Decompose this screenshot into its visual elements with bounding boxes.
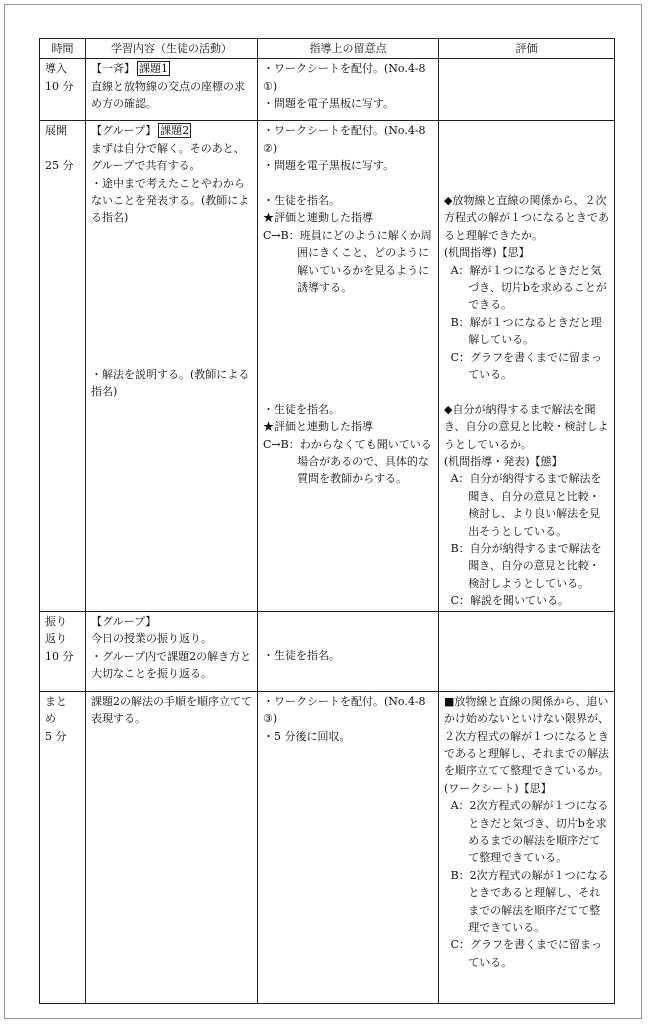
blank-line: [263, 331, 434, 348]
time-label: 25 分: [45, 159, 74, 173]
text-line: ・グループ内で課題2の解き方と大切なことを振り返る。: [91, 649, 252, 680]
blank-line: [91, 227, 253, 244]
blank-line: [91, 331, 253, 348]
text-line: ・解法を説明する。(教師による指名): [91, 367, 250, 399]
text-line: ・5 分後に回収。: [263, 729, 351, 743]
blank-line: [263, 630, 434, 647]
activity-tag: [91, 122, 253, 139]
time-label: 展開: [45, 124, 67, 138]
time-cell: [40, 59, 86, 121]
lesson-plan-table: [39, 38, 615, 1004]
text-line: (机間指導)【思】: [444, 246, 530, 260]
task-box: 課題1: [139, 62, 168, 76]
text-line: ・ワークシートを配付。(No.4-8③): [263, 694, 426, 726]
row-development: [40, 121, 615, 611]
text-line: ・途中まで考えたことやわからないことを発表する。(教師による指名): [91, 176, 250, 225]
text-line: 直線と放物線の交点の座標の求め方の確認。: [91, 79, 245, 111]
text-line: ・ワークシートを配付。(No.4-8②): [263, 124, 426, 155]
blank-line: [263, 613, 434, 630]
criterion-item: A：2次方程式の解が１つになるときだと気づき、切片bを求めるまでの解法を順序だてて整理できている。: [450, 799, 609, 865]
header-notes: 指導上の留意点: [258, 39, 439, 59]
time-label: 振り: [45, 614, 67, 628]
criterion-item: B：解が１つになるときだと理解している。: [450, 315, 602, 347]
blank-line: [91, 279, 253, 296]
text-line: (机間指導・発表)【態】: [444, 455, 563, 469]
blank-line: [45, 140, 81, 157]
text-line: ・生徒を指名。: [263, 649, 340, 663]
blank-line: [263, 366, 434, 383]
text-line: ・問題を電子黒板に写す。: [263, 159, 395, 173]
text-line: まずは自分で解く。そのあと、グループで共有する。: [91, 141, 245, 173]
group-label: 【グループ】: [91, 124, 157, 138]
criterion-item: C：グラフを書くまでに留まっている。: [450, 350, 603, 382]
evaluation-cell: [439, 691, 615, 1003]
table-header-row: [40, 39, 615, 59]
time-label: 返り: [45, 632, 67, 646]
blank-line: [91, 349, 253, 366]
task-box: 課題2: [160, 124, 190, 138]
content-cell: [86, 611, 258, 691]
content-cell: [86, 121, 258, 611]
blank-line: [444, 175, 610, 192]
blank-line: [263, 349, 434, 366]
text-line: 今日の授業の振り返り。: [91, 632, 212, 646]
blank-line: [263, 296, 434, 313]
criterion-item: B：自分が納得するまで解法を聞き、自分の意見と比較・検討しようとしている。: [450, 542, 602, 590]
text-line: 【グループ】: [91, 614, 157, 628]
group-label: 【一斉】: [91, 62, 135, 76]
text-line: ・生徒を指名。: [263, 194, 340, 208]
criterion-item: C：解説を聞いている。: [450, 594, 570, 608]
time-label: め: [45, 712, 56, 726]
guidance-item: C→B：わからなくても聞いている場合があるので、具体的な質問を教師からする。: [263, 437, 432, 486]
row-reflection: [40, 611, 615, 691]
guidance-item: C→B：班員にどのように解くか周囲にきくこと、どのように解いているかを見るように誘導する。: [263, 228, 432, 295]
evaluation-cell: [439, 611, 615, 691]
criterion-item: B：2次方程式の解が１つになるときであると理解し、それまでの解法を順序だてて整理できている。: [450, 868, 609, 934]
row-introduction: [40, 59, 615, 121]
document-page: [4, 4, 642, 1019]
time-cell: [40, 691, 86, 1003]
time-label: 5 分: [45, 729, 67, 743]
blank-line: [444, 140, 610, 157]
blank-line: [91, 314, 253, 331]
blank-line: [263, 314, 434, 331]
header-time: 時間: [40, 39, 86, 59]
text-line: 課題2の解法の手順を順序立てて表現する。: [91, 694, 252, 726]
blank-line: [91, 244, 253, 261]
row-summary: [40, 691, 615, 1003]
content-cell: [86, 59, 258, 121]
blank-line: [91, 262, 253, 279]
content-cell: [86, 691, 258, 1003]
text-line: ・ワークシートを配付。(No.4-8①): [263, 62, 426, 93]
header-evaluation: 評価: [439, 39, 615, 59]
criterion-item: C：グラフを書くまでに留まっている。: [450, 938, 603, 969]
blank-line: [444, 383, 610, 400]
time-cell: [40, 611, 86, 691]
text-line: ・問題を電子黒板に写す。: [263, 97, 395, 111]
header-content: 学習内容（生徒の活動）: [86, 39, 258, 59]
time-label: 10 分: [45, 79, 74, 93]
notes-cell: [258, 59, 439, 121]
text-line: (ワークシート)【思】: [444, 781, 552, 795]
blank-line: [444, 122, 610, 139]
time-label: 10 分: [45, 649, 74, 663]
criterion-item: A：解が１つになるときだと気づき、切片bを求めることができる。: [450, 263, 607, 312]
notes-cell: [258, 121, 439, 611]
time-label: 導入: [45, 62, 67, 76]
evaluation-cell: [439, 59, 615, 121]
time-label: まと: [45, 694, 67, 708]
activity-tag: [91, 60, 253, 77]
text-line: ◆自分が納得するまで解法を聞き、自分の意見と比較・検討しようとしているか。: [444, 402, 609, 451]
text-line: ★評価と連動した指導: [263, 211, 373, 225]
blank-line: [444, 157, 610, 174]
notes-cell: [258, 611, 439, 691]
blank-line: [263, 383, 434, 400]
criterion-item: A：自分が納得するまで解法を聞き、自分の意見と比較・検討し、より良い解法を見出そうとしている。: [450, 472, 602, 538]
time-cell: [40, 121, 86, 611]
text-line: ◆放物線と直線の関係から、２次方程式の解が１つになるときであると理解できたか。: [444, 193, 609, 242]
blank-line: [91, 296, 253, 313]
text-line: ★評価と連動した指導: [263, 420, 373, 434]
notes-cell: [258, 691, 439, 1003]
text-line: ■放物線と直線の関係から、追いかけ始めないといけない限界が、２次方程式の解が１つになるときであると理解し、それまでの解法を順序立てて整理できているか。: [444, 694, 609, 778]
text-line: ・生徒を指名。: [263, 402, 340, 416]
blank-line: [263, 175, 434, 192]
evaluation-cell: [439, 121, 615, 611]
